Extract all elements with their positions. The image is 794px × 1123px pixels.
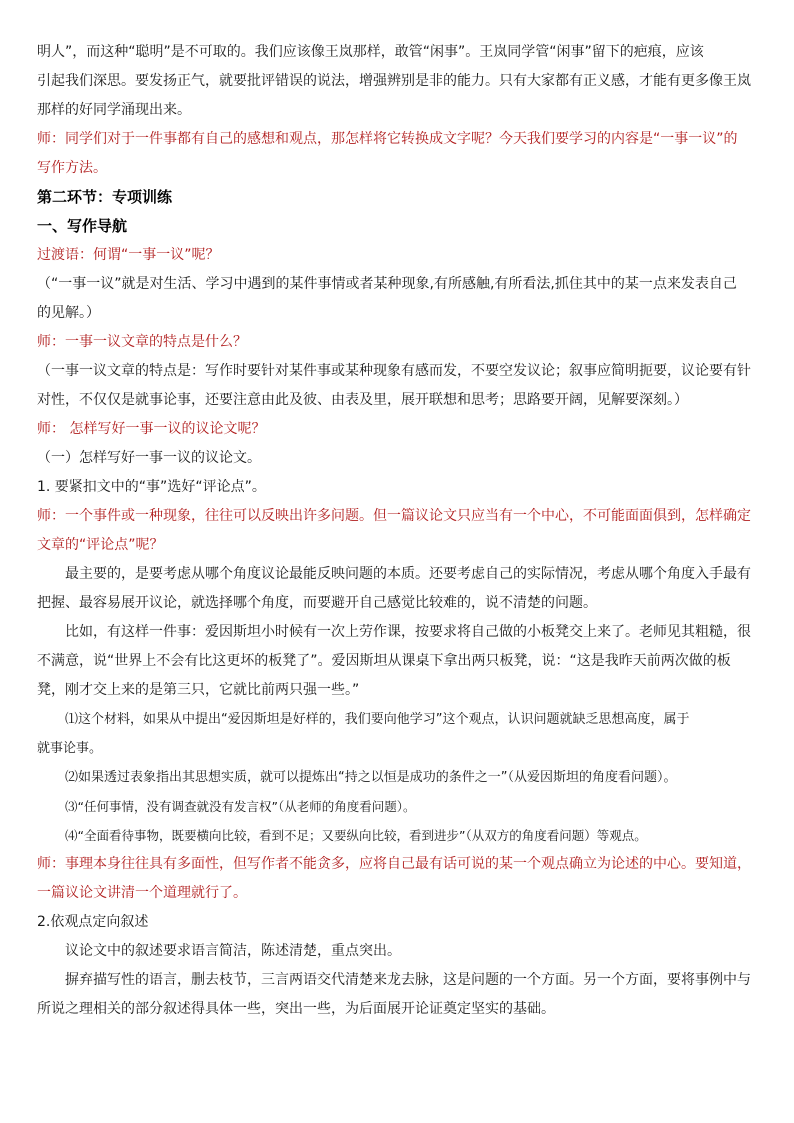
body-text-line: 最主要的，是要考虑从哪个角度议论最能反映问题的本质。还要考虑自己的实际情况，考虑从哪个角度入手最有 bbox=[65, 566, 751, 582]
body-text-line: （一）怎样写好一事一议的议论文。 bbox=[37, 450, 261, 466]
enumerated-item: ⑵如果透过表象指出其思想实质，就可以提炼出“持之以恒是成功的条件之一”（从爱因斯坦的角度看问题）。 bbox=[65, 770, 677, 785]
teacher-line: 师： 怎样写好一事一议的议论文呢？ bbox=[37, 421, 266, 437]
body-text-line: 那样的好同学涌现出来。 bbox=[37, 102, 191, 118]
body-text-line: 所说之理相关的部分叙述得具体一些，突出一些，为后面展开论证奠定坚实的基础。 bbox=[37, 1001, 555, 1017]
body-text-line: 凳，刚才交上来的是第三只，它就比前两只强一些。” bbox=[37, 682, 360, 698]
enumerated-item: ⑴这个材料，如果从中提出“爱因斯坦是好样的，我们要向他学习”这个观点，认识问题就缺乏思想高度，属于 bbox=[65, 712, 690, 727]
body-text-line: 把握、最容易展开议论，就选择哪个角度，而要避开自己感觉比较难的，说不清楚的问题。 bbox=[37, 595, 597, 611]
enumerated-item: ⑷“全面看待事物，既要横向比较，看到不足；又要纵向比较，看到进步”（从双方的角度看问题）等观点。 bbox=[65, 828, 647, 843]
teacher-line: 师：一个事件或一种现象，往往可以反映出许多问题。但一篇议论文只应当有一个中心，不可能面面俱到，怎样确定 bbox=[37, 508, 751, 524]
transition-line: 过渡语：何谓“一事一议”呢？ bbox=[37, 247, 220, 263]
enumerated-item: ⑶“任何事情，没有调查就没有发言权”（从老师的角度看问题）。 bbox=[65, 799, 416, 814]
document-page bbox=[37, 38, 757, 1024]
teacher-line: 师：同学们对于一件事都有自己的感想和观点，那怎样将它转换成文字呢？今天我们要学习的内容是“一事一议”的 bbox=[37, 131, 738, 147]
enumerated-item: 就事论事。 bbox=[37, 741, 103, 756]
teacher-line: 一篇议论文讲清一个道理就行了。 bbox=[37, 885, 247, 901]
body-text-line: 明人”，而这种“聪明”是不可取的。我们应该像王岚那样，敢管“闲事”。王岚同学管“闲事”留下的疤痕，应该 bbox=[37, 44, 704, 60]
teacher-line: 文章的“评论点”呢？ bbox=[37, 537, 164, 553]
numbered-point: 2.依观点定向叙述 bbox=[37, 914, 149, 930]
numbered-point: 1. 要紧扣文中的“事”选好“评论点”。 bbox=[37, 479, 266, 495]
body-text-line: 议论文中的叙述要求语言简洁，陈述清楚，重点突出。 bbox=[65, 943, 401, 959]
body-text-line: 比如，有这样一件事：爱因斯坦小时候有一次上劳作课，按要求将自己做的小板凳交上来了。老师见其粗糙，很 bbox=[65, 624, 751, 640]
body-text-line: 不满意，说“世界上不会有比这更坏的板凳了”。爱因斯坦从课桌下拿出两只板凳，说：“这是我昨天前两次做的板 bbox=[37, 653, 731, 669]
body-text-line: 的见解。） bbox=[37, 305, 100, 321]
teacher-line: 师：事理本身往往具有多面性，但写作者不能贪多，应将自己最有话可说的某一个观点确立为论述的中心。要知道， bbox=[37, 856, 751, 872]
teacher-line: 写作方法。 bbox=[37, 160, 107, 176]
body-text-line: 对性，不仅仅是就事论事，还要注意由此及彼、由表及里，展开联想和思考；思路要开阔，见解要深刻。） bbox=[37, 392, 688, 408]
subsection-heading: 一、写作导航 bbox=[37, 217, 128, 235]
body-text-line: 引起我们深思。要发扬正气，就要批评错误的说法，增强辨别是非的能力。只有大家都有正义感，才能有更多像王岚 bbox=[37, 73, 751, 89]
section-heading: 第二环节：专项训练 bbox=[37, 188, 173, 206]
teacher-line: 师：一事一议文章的特点是什么？ bbox=[37, 334, 247, 350]
body-text-line: （“一事一议”就是对生活、学习中遇到的某件事情或者某种现象,有所感触,有所看法,抓住其中的某一点来发表自己 bbox=[37, 276, 737, 292]
body-text-line: （一事一议文章的特点是：写作时要针对某件事或某种现象有感而发，不要空发议论；叙事应简明扼要，议论要有针 bbox=[37, 363, 751, 379]
body-text-line: 摒弃描写性的语言，删去枝节，三言两语交代清楚来龙去脉，这是问题的一个方面。另一个方面，要将事例中与 bbox=[65, 972, 751, 988]
